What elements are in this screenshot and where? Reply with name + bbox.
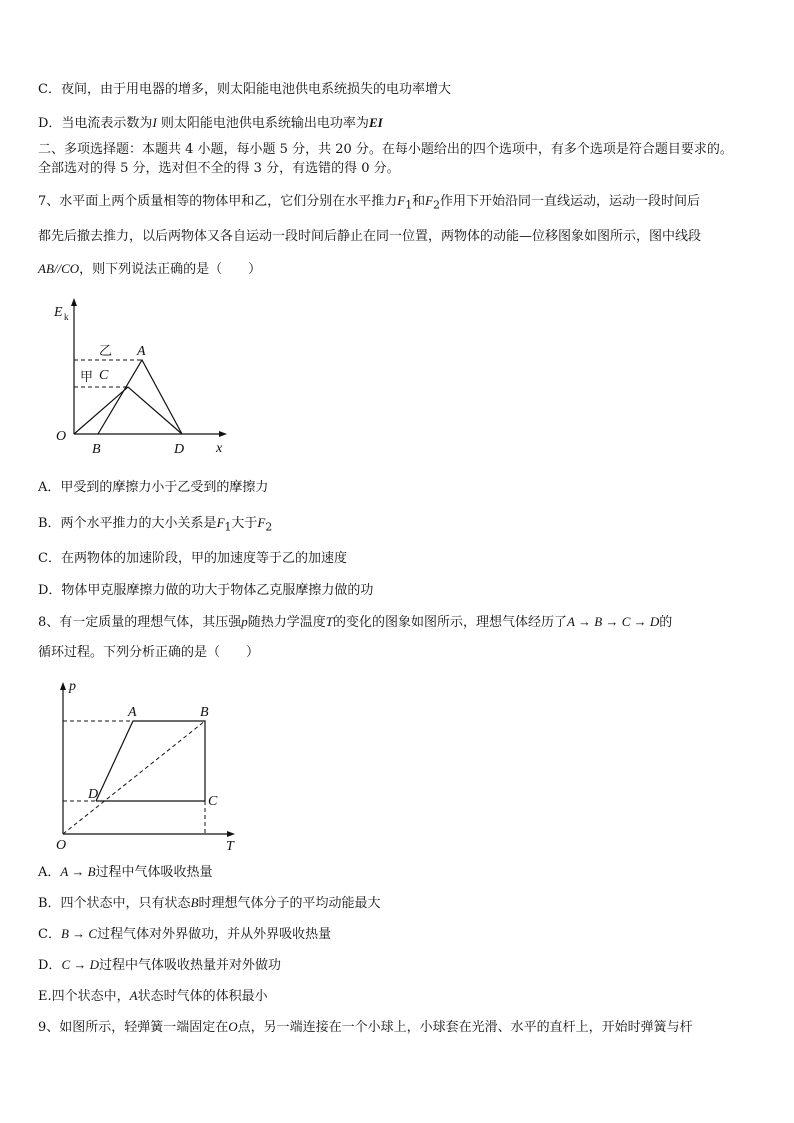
q7-option-b: B．两个水平推力的大小关系是$F_1$大于$F_2$ — [38, 515, 273, 534]
q9-stem-line1: 9、如图所示，轻弹簧一端固定在O点，另一端连接在一个小球上，小球套在光滑、水平的直杆上，开始时弹簧与杆 — [38, 1019, 693, 1035]
q7-stem-line3: AB//CO，则下列说法正确的是（ ） — [38, 261, 262, 277]
q8-label-a: A — [128, 705, 137, 720]
q8-x-arrow — [227, 831, 235, 837]
q7-option-a: A．甲受到的摩擦力小于乙受到的摩擦力 — [38, 480, 269, 495]
q8-option-a: A．A → B过程中气体吸收热量 — [38, 864, 213, 880]
q8-label-b: B — [200, 705, 209, 720]
q7-stem-line1: 7、水平面上两个质量相等的物体甲和乙，它们分别在水平推力$F_1$和$F_2$作用下开始沿同一直线运动，运动一段时间后 — [38, 193, 700, 212]
q7-option-d: D．物体甲克服摩擦力做的功大于物体乙克服摩擦力做的功 — [38, 583, 374, 598]
q8-p-t-graph — [40, 674, 250, 854]
q7-label-b: B — [92, 442, 101, 457]
q8-label-o: O — [56, 838, 67, 853]
q8-stem-line1: 8、有一定质量的理想气体，其压强p随热力学温度T的变化的图象如图所示，理想气体经历了A → B → C → D的 — [38, 614, 673, 630]
q8-label-d: D — [88, 787, 99, 802]
q7-label-jia: 甲 — [80, 370, 94, 385]
q8-label-c: C — [208, 794, 218, 809]
section-heading: 二、多项选择题：本题共 4 小题，每小题 5 分，共 20 分。在每小题给出的四个选项中，有多个选项是符合题目要求的。 — [38, 142, 733, 157]
q7-option-c: C．在两物体的加速阶段，甲的加速度等于乙的加速度 — [38, 551, 347, 566]
q8-option-d: D．C → D过程中气体吸收热量并对外做功 — [38, 957, 282, 973]
q7-x-label: x — [216, 441, 223, 456]
q6-option-c: C．夜间，由于用电器的增多，则太阳能电池供电系统损失的电功率增大 — [38, 82, 451, 97]
q8-option-b: B．四个状态中，只有状态B时理想气体分子的平均动能最大 — [38, 895, 381, 911]
q7-stem-line2: 都先后撤去推力，以后两物体又各自运动一段时间后静止在同一位置，两物体的动能—位移图象如图所示，图中线段 — [38, 229, 702, 244]
q7-label-o: O — [56, 429, 67, 444]
q7-x-arrow — [219, 431, 227, 437]
q8-dash-ob — [63, 721, 205, 834]
q8-option-c: C．B → C过程气体对外界做功，并从外界吸收热量 — [38, 926, 332, 942]
q7-y-arrow — [71, 298, 77, 306]
q8-cycle-path — [96, 721, 205, 801]
q7-y-label-sub: k — [64, 312, 69, 322]
q7-curve-jia — [74, 387, 182, 434]
q8-y-label: p — [69, 679, 76, 694]
q7-ek-x-graph — [40, 290, 250, 460]
q8-option-e: E.四个状态中，A状态时气体的体积最小 — [38, 988, 268, 1004]
q8-stem-line2: 循环过程。下列分析正确的是（ ） — [38, 645, 260, 660]
q8-x-label: T — [226, 839, 234, 854]
section-scoring: 全部选对的得 5 分，选对但不全的得 3 分，有选错的得 0 分。 — [38, 161, 400, 176]
q7-label-a: A — [137, 344, 146, 359]
q8-y-arrow — [60, 682, 66, 690]
q7-label-c: C — [99, 368, 109, 383]
q7-y-label: E — [54, 305, 63, 320]
q6-option-d: D．当电流表示数为I 则太阳能电池供电系统输出电功率为EI — [38, 115, 383, 131]
q7-label-yi: 乙 — [99, 344, 113, 359]
q7-label-d: D — [174, 442, 185, 457]
